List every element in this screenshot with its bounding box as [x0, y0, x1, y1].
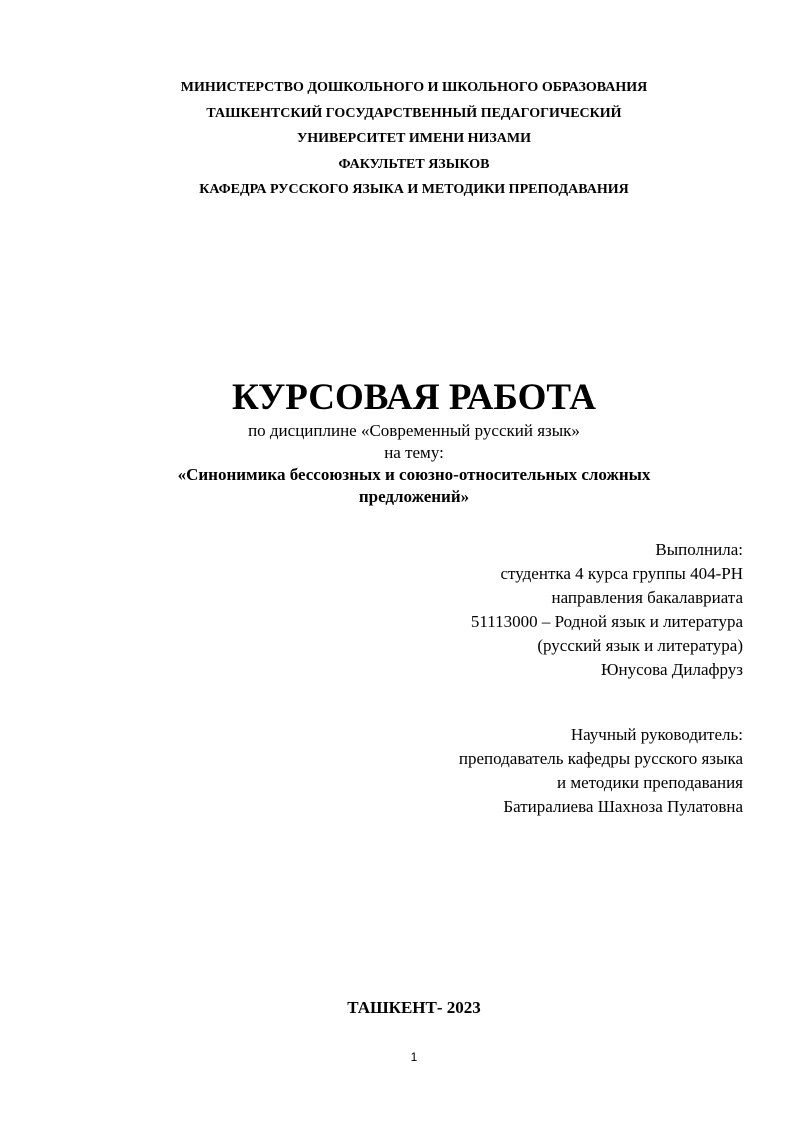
institution-header	[28, 75, 800, 203]
on-topic-line: на тему:	[384, 443, 444, 462]
performer-label: Выполнила:	[655, 540, 743, 559]
performer-block	[471, 538, 743, 682]
document-title: КУРСОВАЯ РАБОТА	[232, 377, 596, 418]
title-block	[28, 376, 800, 508]
supervisor-name: Батиралиева Шахноза Пулатовна	[503, 797, 743, 816]
department-line: КАФЕДРА РУССКОГО ЯЗЫКА И МЕТОДИКИ ПРЕПОДАВАНИЯ	[199, 182, 629, 197]
topic-line-1: «Синонимика бессоюзных и союзно-относительных сложных	[177, 465, 651, 484]
supervisor-position-2: и методики преподавания	[556, 773, 743, 792]
university-line-1: ТАШКЕНТСКИЙ ГОСУДАРСТВЕННЫЙ ПЕДАГОГИЧЕСКИЙ	[206, 105, 622, 121]
performer-direction: направления бакалавриата	[551, 588, 743, 607]
supervisor-block	[459, 723, 743, 819]
city-year: ТАШКЕНТ- 2023	[347, 998, 481, 1017]
ministry-line: МИНИСТЕРСТВО ДОШКОЛЬНОГО И ШКОЛЬНОГО ОБРАЗОВАНИЯ	[180, 80, 648, 95]
performer-specialty-detail: (русский язык и литература)	[537, 636, 743, 655]
performer-course: студентка 4 курса группы 404-РН	[500, 564, 743, 583]
performer-specialty: 51113000 – Родной язык и литература	[470, 612, 743, 631]
university-line-2: УНИВЕРСИТЕТ ИМЕНИ НИЗАМИ	[296, 131, 532, 146]
supervisor-label: Научный руководитель:	[570, 725, 743, 744]
performer-name: Юнусова Дилафруз	[601, 660, 743, 679]
topic-line-2: предложений»	[358, 487, 470, 506]
supervisor-position-1: преподаватель кафедры русского языка	[458, 749, 743, 768]
discipline-line: по дисциплине «Современный русский язык»	[248, 421, 580, 440]
page-number: 1	[410, 1050, 418, 1064]
faculty-line: ФАКУЛЬТЕТ ЯЗЫКОВ	[338, 156, 490, 172]
